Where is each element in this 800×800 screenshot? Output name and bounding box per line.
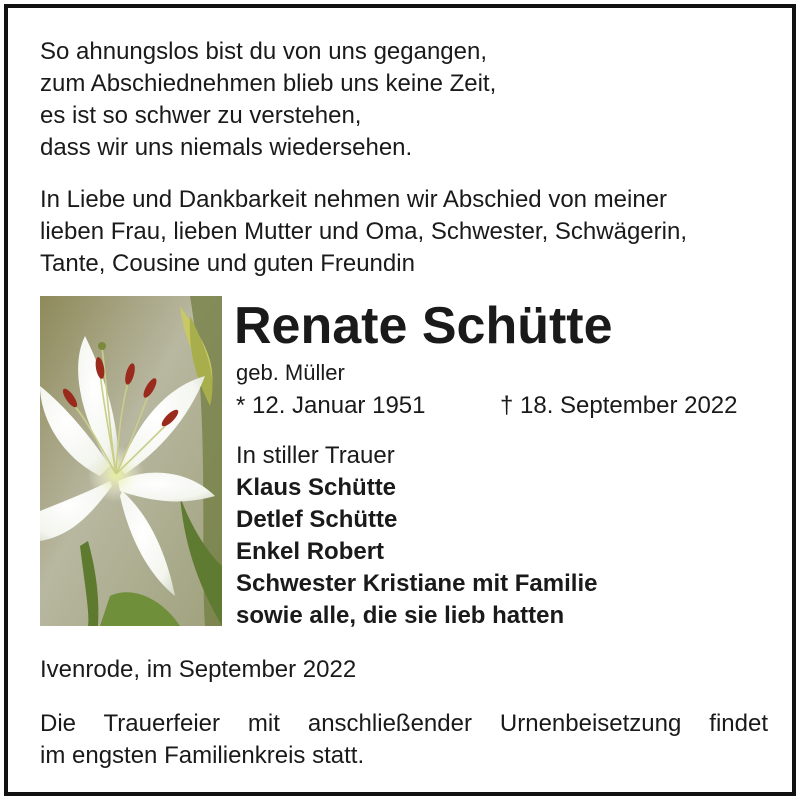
lily-photo bbox=[40, 296, 222, 626]
poem-line: So ahnungslos bist du von uns gegangen, bbox=[40, 38, 488, 65]
intro-line: Tante, Cousine und guten Freundin bbox=[40, 250, 415, 277]
poem-line: es ist so schwer zu verstehen, bbox=[40, 102, 362, 129]
mourners-list bbox=[236, 472, 597, 632]
mourner-name: Schwester Kristiane mit Familie bbox=[236, 570, 598, 597]
death-date: † 18. September 2022 bbox=[500, 392, 738, 419]
maiden-name: geb. Müller bbox=[236, 360, 345, 385]
obituary-frame bbox=[4, 4, 796, 796]
mourner-name: Enkel Robert bbox=[236, 538, 385, 565]
mourner-name: Klaus Schütte bbox=[236, 474, 397, 501]
deceased-name: Renate Schütte bbox=[234, 297, 613, 355]
mourner-name: sowie alle, die sie lieb hatten bbox=[236, 602, 565, 629]
poem-line: zum Abschiednehmen blieb uns keine Zeit, bbox=[40, 70, 497, 97]
funeral-notice bbox=[40, 708, 768, 772]
notice-line: im engsten Familienkreis statt. bbox=[40, 742, 365, 769]
intro-line: lieben Frau, lieben Mutter und Oma, Schwester, Schwägerin, bbox=[40, 218, 687, 245]
intro-text bbox=[40, 184, 687, 280]
mourning-heading: In stiller Trauer bbox=[236, 442, 395, 469]
birth-date: * 12. Januar 1951 bbox=[236, 392, 426, 419]
notice-line: Die Trauerfeier mit anschließender Urnenbeisetzung findet bbox=[40, 710, 768, 737]
lily-icon bbox=[40, 296, 222, 626]
poem bbox=[40, 36, 496, 164]
poem-line: dass wir uns niemals wiedersehen. bbox=[40, 134, 413, 161]
intro-line: In Liebe und Dankbarkeit nehmen wir Abschied von meiner bbox=[40, 186, 668, 213]
place-date: Ivenrode, im September 2022 bbox=[40, 656, 357, 683]
mourner-name: Detlef Schütte bbox=[236, 506, 398, 533]
